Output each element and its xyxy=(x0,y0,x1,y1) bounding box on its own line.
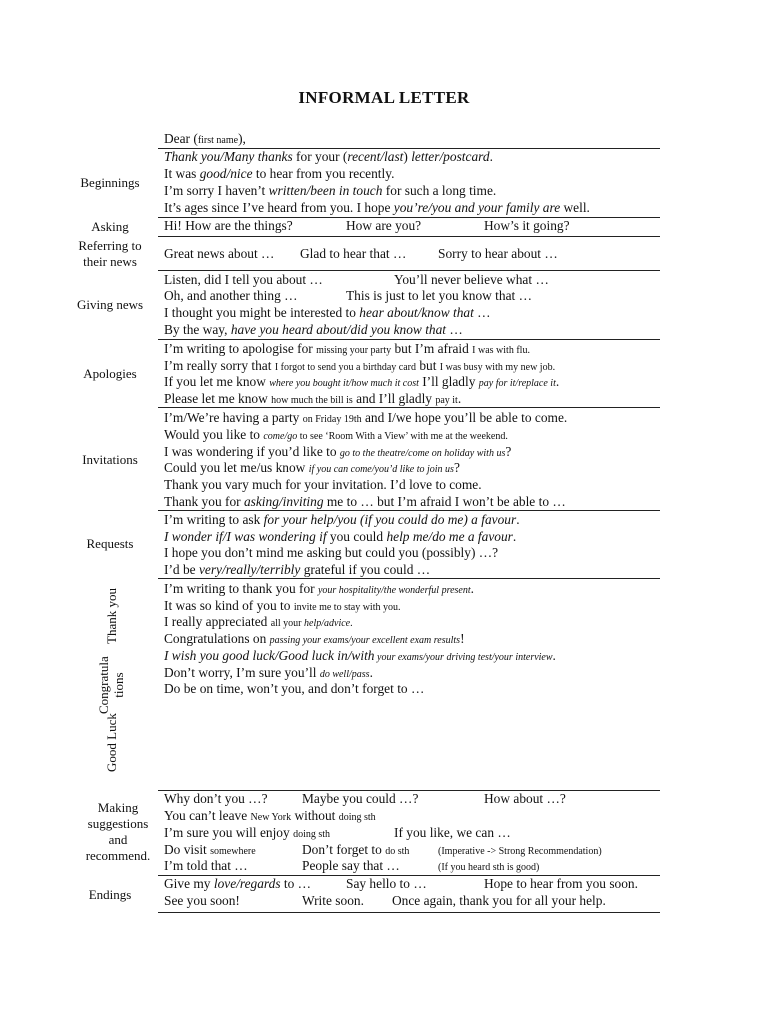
apologies-line1: I’m writing to apologise for missing your party but I’m afraid I was with flu. xyxy=(164,341,530,356)
label-making-line1: Making xyxy=(97,800,139,815)
label-congrat-line1: Congratula xyxy=(96,656,111,714)
label-invitations: Invitations xyxy=(82,452,138,467)
invitations-line3: I was wondering if you’d like to go to the theatre/come on holiday with us? xyxy=(164,444,512,459)
requests-line3: I hope you don’t mind me asking but could you (possibly) …? xyxy=(164,545,499,560)
requests-line2: I wonder if/I was wondering if you could help me/do me a favour. xyxy=(164,529,517,544)
invitations-line2: Would you like to come/go to see ‘Room With a View’ with me at the weekend. xyxy=(164,427,508,442)
beginnings-line4: I’m sorry I haven’t written/been in touch for such a long time. xyxy=(164,183,497,198)
suggestions-line2: You can’t leave New York without doing sth xyxy=(164,808,376,823)
label-congratulations xyxy=(96,656,126,714)
requests-line1: I’m writing to ask for your help/you (if you could do me) a favour. xyxy=(164,512,520,527)
apologies-line3: If you let me know where you bought it/how much it cost I’ll gladly pay for it/replace it. xyxy=(164,374,560,389)
thanks-line4: Congratulations on passing your exams/your excellent exam results! xyxy=(164,631,465,646)
label-requests: Requests xyxy=(86,536,134,551)
invitations-line1: I’m/We’re having a party on Friday 19th and I/we hope you’ll be able to come. xyxy=(164,410,568,425)
divider xyxy=(158,510,660,511)
label-apologies: Apologies xyxy=(83,366,137,381)
beginnings-line2: Thank you/Many thanks for your (recent/last) letter/postcard. xyxy=(164,149,493,164)
invitations-line4: Could you let me/us know if you can come/you’d like to join us? xyxy=(164,460,460,475)
label-beginnings: Beginnings xyxy=(80,175,140,190)
thanks-line6: Don’t worry, I’m sure you’ll do well/pass. xyxy=(164,665,373,680)
label-making-line3: and xyxy=(108,832,128,847)
divider xyxy=(158,578,660,579)
apologies-line4: Please let me know how much the bill is and I’ll gladly pay it. xyxy=(164,391,462,406)
thanks-line2: It was so kind of you to invite me to stay with you. xyxy=(164,598,401,613)
thanks-line3: I really appreciated all your help/advice. xyxy=(164,614,353,629)
label-referring-line2: their news xyxy=(83,254,137,269)
apologies-line2: I’m really sorry that I forgot to send you a birthday card but I was busy with my new job. xyxy=(164,358,556,373)
beginnings-dear: Dear (first name), xyxy=(164,131,246,146)
thanks-line5: I wish you good luck/Good luck in/with your exams/your driving test/your interview. xyxy=(164,648,556,663)
divider xyxy=(158,339,660,340)
divider xyxy=(158,912,660,913)
label-referring-line1: Referring to xyxy=(78,238,142,253)
label-endings: Endings xyxy=(88,887,132,902)
label-thank-you: Thank you xyxy=(104,588,119,644)
thanks-line7: Do be on time, won’t you, and don’t forget to … xyxy=(164,681,425,696)
divider xyxy=(158,236,660,237)
label-making-line2: suggestions xyxy=(87,816,149,831)
label-congrat-line2: tions xyxy=(111,672,126,698)
label-giving-news: Giving news xyxy=(76,297,144,312)
invitations-line6: Thank you for asking/inviting me to … but I’m afraid I won’t be able to … xyxy=(164,494,566,509)
page-title: INFORMAL LETTER xyxy=(298,88,470,107)
divider xyxy=(158,270,660,271)
requests-line4: I’d be very/really/terribly grateful if you could … xyxy=(164,562,431,577)
beginnings-line5: It’s ages since I’ve heard from you. I hope you’re/you and your family are well. xyxy=(164,200,590,215)
beginnings-line3: It was good/nice to hear from you recently. xyxy=(164,166,395,181)
label-making-suggestions xyxy=(60,800,176,864)
invitations-line5: Thank you vary much for your invitation. I’d love to come. xyxy=(164,477,482,492)
thanks-line1: I’m writing to thank you for your hospitality/the wonderful present. xyxy=(164,581,474,596)
label-good-luck: Good Luck xyxy=(104,713,119,772)
giving-news-line4: By the way, have you heard about/did you know that … xyxy=(164,322,463,337)
label-referring xyxy=(60,238,160,270)
giving-news-line3: I thought you might be interested to hear about/know that … xyxy=(164,305,491,320)
label-asking: Asking xyxy=(91,219,129,234)
label-making-line4: recommend. xyxy=(85,848,151,863)
